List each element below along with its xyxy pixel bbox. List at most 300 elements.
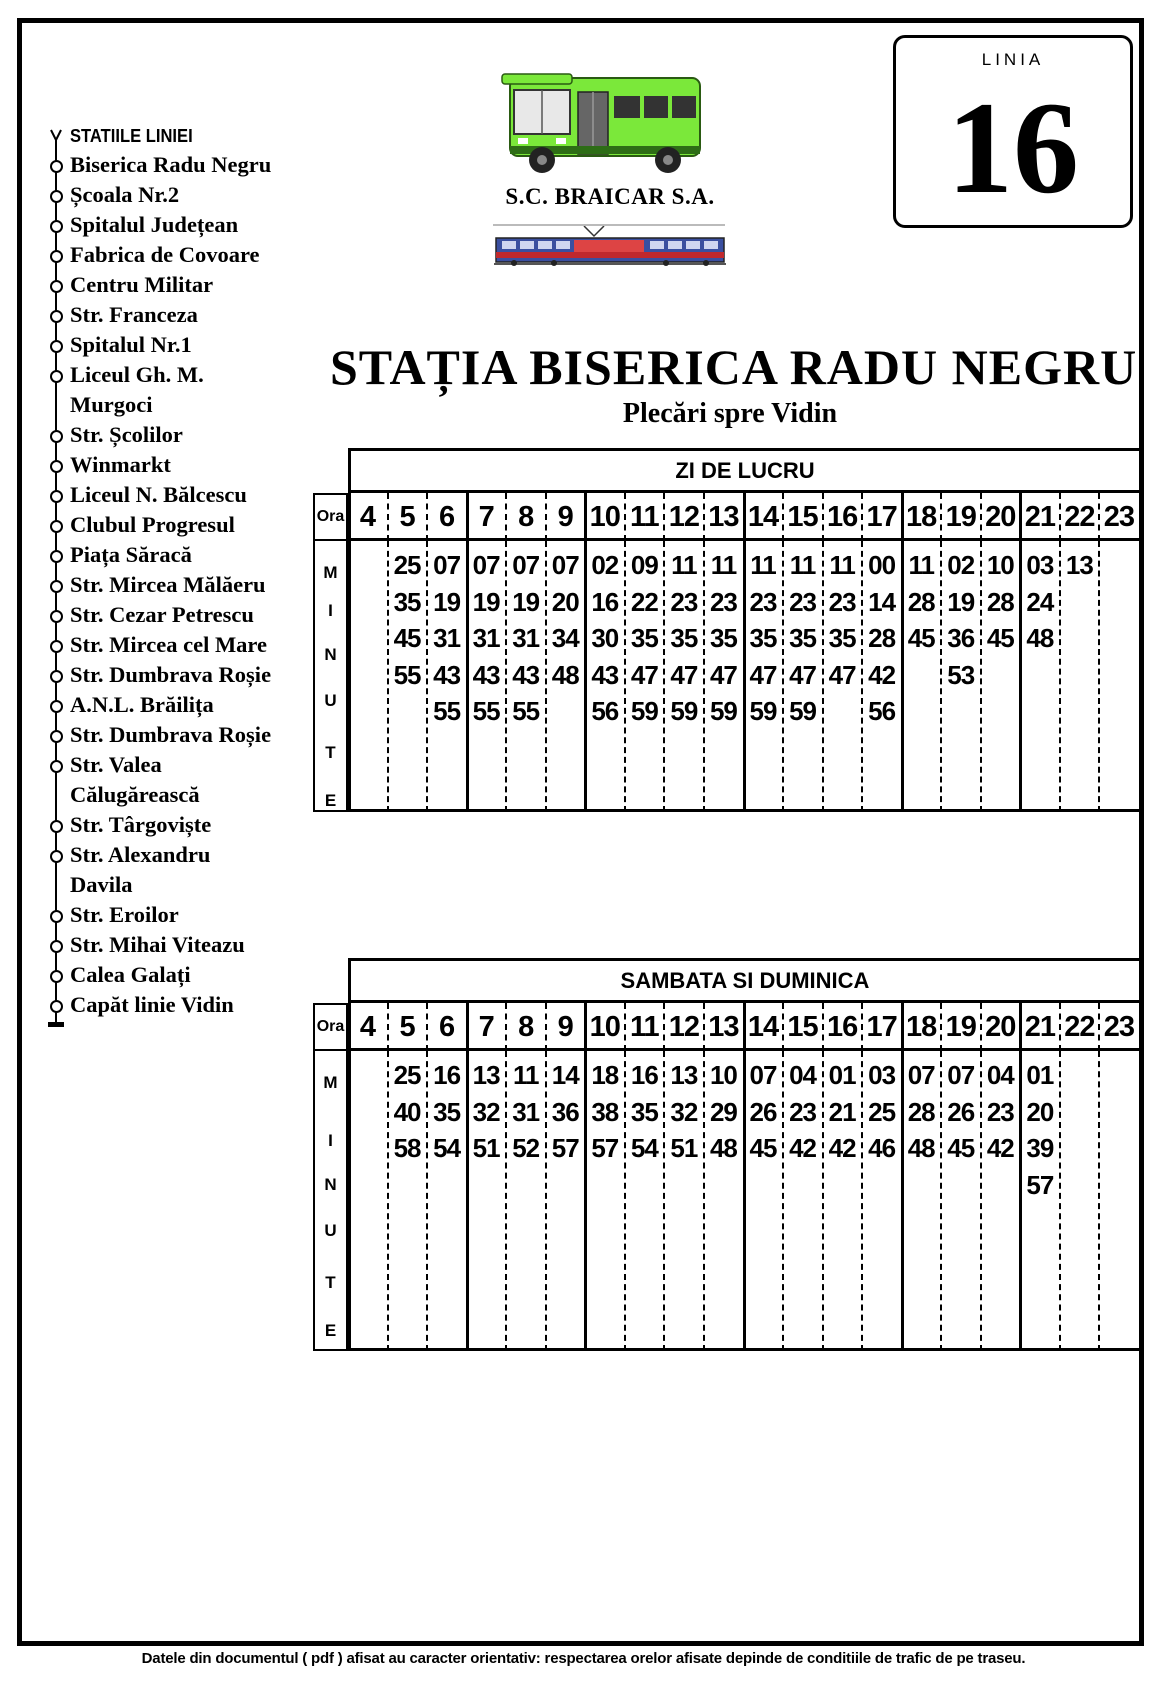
column-divider xyxy=(703,1003,705,1051)
departure-minute: 10 xyxy=(986,550,1014,580)
column-divider xyxy=(743,493,746,541)
station-dot-icon xyxy=(50,250,63,263)
minute-label-letter: U xyxy=(324,691,337,710)
column-divider xyxy=(743,1003,746,1051)
column-divider xyxy=(663,493,665,541)
minute-label-letter: N xyxy=(324,645,337,664)
hour-cell: 15 xyxy=(787,1011,818,1043)
weekend-timetable-title: SAMBATA SI DUMINICA xyxy=(348,958,1142,1003)
hour-cell: 7 xyxy=(478,1011,494,1043)
departure-minute: 07 xyxy=(551,550,579,580)
departure-minute: 45 xyxy=(986,623,1014,653)
minute-label-letter: T xyxy=(325,1273,336,1292)
departure-minute: 19 xyxy=(947,586,975,617)
station-dot-icon xyxy=(50,700,63,713)
departure-minute: 23 xyxy=(789,1096,816,1127)
column-divider xyxy=(387,1003,389,1051)
departure-minute: 24 xyxy=(1026,586,1054,617)
departure-minute: 43 xyxy=(433,659,461,690)
departure-minute: 35 xyxy=(828,623,856,653)
column-divider xyxy=(782,1003,784,1051)
route-end-marker xyxy=(48,1022,64,1027)
column-divider xyxy=(1059,1051,1061,1351)
minute-label-letter: I xyxy=(328,601,333,620)
hour-cell: 15 xyxy=(787,501,818,533)
departure-minute: 07 xyxy=(512,550,540,580)
column-divider xyxy=(782,493,784,541)
departure-minute: 19 xyxy=(512,586,540,617)
route-start-marker xyxy=(48,128,64,142)
departure-minute: 55 xyxy=(472,696,500,726)
station-name: Str. Dumbrava Roșie xyxy=(70,722,272,747)
hour-cell: 9 xyxy=(557,1011,573,1043)
departure-minute: 23 xyxy=(670,586,698,617)
station-name: Biserica Radu Negru xyxy=(70,152,272,177)
departure-minute: 42 xyxy=(789,1133,816,1163)
departure-minute: 02 xyxy=(947,550,975,580)
column-divider xyxy=(822,493,824,541)
departure-minute: 31 xyxy=(433,623,461,653)
column-divider xyxy=(545,1003,547,1051)
departure-minute: 13 xyxy=(1065,550,1093,580)
station-item xyxy=(70,450,316,480)
departure-minute: 03 xyxy=(868,1060,896,1090)
departure-minute: 55 xyxy=(512,696,540,726)
column-divider xyxy=(1098,493,1100,541)
station-name: Liceul Gh. M. Murgoci xyxy=(70,362,204,417)
hour-cell: 12 xyxy=(668,501,700,533)
departure-minute: 20 xyxy=(1026,1096,1054,1127)
weekday-timetable xyxy=(313,448,1142,860)
ora-label: Ora xyxy=(313,493,348,541)
hour-cell: 17 xyxy=(866,1011,897,1043)
station-name: A.N.L. Brăilița xyxy=(70,692,214,717)
station-item xyxy=(70,570,316,600)
minute-label-letter: E xyxy=(324,791,337,810)
column-divider xyxy=(624,1003,626,1051)
hour-cell: 5 xyxy=(399,1011,415,1043)
departure-minute: 11 xyxy=(908,550,934,580)
departure-minute: 47 xyxy=(670,659,698,690)
column-divider xyxy=(901,1003,904,1051)
departure-minute: 11 xyxy=(671,550,697,580)
departure-minute: 07 xyxy=(433,550,461,580)
station-dot-icon xyxy=(50,940,63,953)
station-list xyxy=(48,124,318,1030)
departure-minute: 47 xyxy=(749,659,777,690)
column-divider xyxy=(426,493,428,541)
hour-cell: 22 xyxy=(1064,501,1095,533)
departure-minute: 35 xyxy=(393,586,421,617)
departure-minute: 07 xyxy=(947,1060,975,1090)
departure-minute: 04 xyxy=(789,1060,816,1090)
departure-minute: 59 xyxy=(670,696,698,726)
station-name: Piața Săracă xyxy=(70,542,192,567)
column-divider xyxy=(1059,1003,1061,1051)
departure-minute: 45 xyxy=(947,1133,975,1163)
departure-minute: 11 xyxy=(789,550,816,580)
hour-cell: 16 xyxy=(826,1011,858,1043)
departure-minute: 31 xyxy=(512,1096,540,1127)
departure-minute: 13 xyxy=(670,1060,698,1090)
station-dot-icon xyxy=(50,220,63,233)
station-dot-icon xyxy=(50,190,63,203)
station-dot-icon xyxy=(50,370,63,383)
departure-minute: 25 xyxy=(393,550,421,580)
station-dot-icon xyxy=(50,610,63,623)
departure-minute: 22 xyxy=(630,586,658,617)
page-title: STAȚIA BISERICA RADU NEGRU xyxy=(330,339,1138,395)
departure-minute: 28 xyxy=(907,1096,935,1127)
hour-header-row xyxy=(313,1003,1142,1051)
station-name: Liceul N. Bălcescu xyxy=(70,482,247,507)
minute-label-letter: T xyxy=(325,743,336,762)
hour-cell: 5 xyxy=(399,501,415,533)
departure-minute: 23 xyxy=(789,586,816,617)
minute-label-letter: I xyxy=(328,1131,333,1150)
hour-header-row xyxy=(313,493,1142,541)
station-name: Capăt linie Vidin xyxy=(70,992,234,1017)
departure-minute: 59 xyxy=(789,696,816,726)
minutes-body xyxy=(313,541,1142,812)
station-dot-icon xyxy=(50,550,63,563)
departure-minute: 40 xyxy=(393,1096,421,1127)
hour-cell: 21 xyxy=(1024,1011,1055,1043)
station-dot-icon xyxy=(50,850,63,863)
departure-minute: 31 xyxy=(472,623,500,653)
departure-minute: 35 xyxy=(433,1096,461,1127)
column-divider xyxy=(861,1003,863,1051)
departure-minute: 01 xyxy=(828,1060,856,1090)
departure-minute: 29 xyxy=(709,1096,737,1127)
departure-minute: 26 xyxy=(947,1096,975,1127)
departure-minute: 45 xyxy=(749,1133,777,1163)
hour-cell: 19 xyxy=(945,1011,976,1043)
station-name: Str. Franceza xyxy=(70,302,198,327)
departure-minute: 35 xyxy=(670,623,698,653)
station-dot-icon xyxy=(50,970,63,983)
column-divider xyxy=(1098,1051,1100,1351)
departure-minute: 53 xyxy=(947,659,975,690)
departure-minute: 54 xyxy=(630,1133,658,1163)
station-dot-icon xyxy=(50,460,63,473)
station-dot-icon xyxy=(50,640,63,653)
station-name: Clubul Progresul xyxy=(70,512,235,537)
hour-cell: 17 xyxy=(866,501,897,533)
station-name: Spitalul Județean xyxy=(70,212,239,237)
station-name: Calea Galați xyxy=(70,962,191,987)
departure-minute: 14 xyxy=(868,586,896,617)
hour-cell: 18 xyxy=(906,1011,937,1043)
hour-cell: 6 xyxy=(439,501,455,533)
station-name: Str. Valea Călugărească xyxy=(70,752,200,807)
departure-minute: 23 xyxy=(828,586,856,617)
departure-minute: 59 xyxy=(749,696,777,726)
minutes-body xyxy=(313,1051,1142,1351)
departure-minute: 18 xyxy=(591,1060,619,1090)
station-dot-icon xyxy=(50,730,63,743)
hour-cell: 11 xyxy=(630,501,659,533)
column-divider xyxy=(1098,541,1100,812)
station-name: Str. Dumbrava Roșie xyxy=(70,662,272,687)
station-item xyxy=(70,900,316,930)
minute-label-letter: M xyxy=(323,563,338,582)
hour-cell: 12 xyxy=(668,1011,700,1043)
hour-cell: 10 xyxy=(589,1011,620,1043)
departure-minute: 23 xyxy=(986,1096,1014,1127)
departure-minute: 13 xyxy=(472,1060,500,1090)
weekday-timetable-title: ZI DE LUCRU xyxy=(348,448,1142,493)
hour-cell: 8 xyxy=(518,1011,534,1043)
minute-label-cell xyxy=(313,541,348,812)
station-item xyxy=(70,300,316,330)
station-dot-icon xyxy=(50,760,63,773)
departure-minute: 01 xyxy=(1026,1060,1054,1090)
departure-minute: 11 xyxy=(750,550,776,580)
departure-minute: 36 xyxy=(551,1096,579,1127)
line-number: 16 xyxy=(947,74,1079,221)
departure-minute: 11 xyxy=(710,550,737,580)
departure-minute: 23 xyxy=(709,586,737,617)
station-item xyxy=(70,150,316,180)
column-divider xyxy=(466,1003,469,1051)
line-label: LINIA xyxy=(981,50,1045,69)
hour-cell: 6 xyxy=(439,1011,455,1043)
departure-minute: 35 xyxy=(789,623,816,653)
departure-minute: 59 xyxy=(630,696,658,726)
departure-minute: 00 xyxy=(868,550,896,580)
column-divider xyxy=(505,1003,507,1051)
column-divider xyxy=(584,1003,587,1051)
column-divider xyxy=(505,493,507,541)
departure-minute: 56 xyxy=(868,696,896,726)
departure-minute: 31 xyxy=(512,623,540,653)
station-item xyxy=(70,510,316,540)
minute-label-letter: U xyxy=(324,1221,337,1240)
station-item xyxy=(70,690,316,720)
station-name: Str. Mircea cel Mare xyxy=(70,632,267,657)
station-item xyxy=(70,720,316,750)
departure-minute: 59 xyxy=(709,696,737,726)
hour-cell: 22 xyxy=(1064,1011,1095,1043)
hour-cell: 4 xyxy=(359,1011,376,1043)
column-divider xyxy=(822,1003,824,1051)
station-dot-icon xyxy=(50,910,63,923)
departure-minute: 21 xyxy=(828,1096,856,1127)
column-divider xyxy=(1019,1003,1022,1051)
departure-minute: 03 xyxy=(1026,550,1054,580)
station-item xyxy=(70,330,316,360)
station-dot-icon xyxy=(50,160,63,173)
minute-label-letter: E xyxy=(324,1321,337,1340)
station-name: Școala Nr.2 xyxy=(70,182,180,207)
departure-minute: 25 xyxy=(868,1096,896,1127)
departure-minute: 09 xyxy=(630,550,658,580)
departure-minute: 25 xyxy=(393,1060,421,1090)
departure-minute: 07 xyxy=(472,550,500,580)
station-dot-icon xyxy=(50,310,63,323)
station-dot-icon xyxy=(50,340,63,353)
weekend-timetable xyxy=(313,958,1142,1370)
station-item xyxy=(70,960,316,990)
station-dot-icon xyxy=(50,490,63,503)
station-item xyxy=(70,210,316,240)
minute-label-letter: M xyxy=(323,1073,338,1092)
column-divider xyxy=(901,493,904,541)
station-name: Spitalul Nr.1 xyxy=(70,332,192,357)
hour-cell: 23 xyxy=(1103,501,1135,533)
departure-minute: 43 xyxy=(472,659,500,690)
station-name: Centru Militar xyxy=(70,272,214,297)
station-name: Str. Mircea Mălăeru xyxy=(70,572,266,597)
departure-minute: 51 xyxy=(670,1133,698,1163)
hour-cell: 23 xyxy=(1103,1011,1135,1043)
column-divider xyxy=(940,1003,942,1051)
hour-cell: 14 xyxy=(747,501,779,533)
column-divider xyxy=(1098,1003,1100,1051)
station-item xyxy=(70,420,316,450)
column-divider xyxy=(940,493,942,541)
departure-minute: 48 xyxy=(551,659,579,690)
departure-minute: 35 xyxy=(630,1096,658,1127)
station-name: Str. Cezar Petrescu xyxy=(70,602,254,627)
departure-minute: 19 xyxy=(472,586,500,617)
departure-minute: 35 xyxy=(709,623,737,653)
station-item xyxy=(70,990,316,1020)
column-divider xyxy=(1059,493,1061,541)
station-item xyxy=(70,630,316,660)
departure-minute: 43 xyxy=(591,659,619,690)
hour-cell: 11 xyxy=(630,1011,659,1043)
departure-minute: 42 xyxy=(828,1133,856,1163)
station-dot-icon xyxy=(50,520,63,533)
departure-minute: 28 xyxy=(986,586,1014,617)
station-items xyxy=(70,150,316,1020)
hour-cell: 8 xyxy=(518,501,534,533)
station-name: Str. Mihai Viteazu xyxy=(70,932,245,957)
departure-minute: 39 xyxy=(1026,1133,1054,1163)
hour-cell: 9 xyxy=(557,501,573,533)
departure-minute: 51 xyxy=(472,1133,500,1163)
station-item xyxy=(70,930,316,960)
departure-minute: 16 xyxy=(591,586,619,617)
hour-cell: 14 xyxy=(747,1011,779,1043)
departure-minute: 26 xyxy=(749,1096,777,1127)
departure-minute: 16 xyxy=(630,1060,658,1090)
departure-minute: 46 xyxy=(868,1133,896,1163)
station-item xyxy=(70,180,316,210)
column-divider xyxy=(426,1003,428,1051)
hour-cell: 4 xyxy=(359,501,376,533)
station-item xyxy=(70,360,235,420)
station-item xyxy=(70,810,316,840)
departure-minute: 14 xyxy=(551,1060,579,1090)
departure-minute: 56 xyxy=(591,696,619,726)
departure-minute: 45 xyxy=(393,623,421,653)
station-name: Str. Școlilor xyxy=(70,422,183,447)
column-divider xyxy=(466,493,469,541)
hour-cell: 20 xyxy=(985,501,1016,533)
station-item xyxy=(70,540,316,570)
column-divider xyxy=(980,1003,982,1051)
station-item xyxy=(70,660,316,690)
hour-cell: 13 xyxy=(708,501,739,533)
departure-minute: 23 xyxy=(749,586,777,617)
station-list-header: STATIILE LINIEI xyxy=(70,126,193,146)
departure-minute: 36 xyxy=(947,623,975,653)
footer-disclaimer: Datele din documentul ( pdf ) afisat au caracter orientativ: respectarea orelor afisate depinde de conditiile de trafic de pe traseu. xyxy=(141,1650,1026,1667)
station-dot-icon xyxy=(50,1000,63,1013)
column-divider xyxy=(584,493,587,541)
departure-minute: 38 xyxy=(591,1096,619,1127)
station-name: Winmarkt xyxy=(70,452,171,477)
column-divider xyxy=(980,493,982,541)
hour-cell: 13 xyxy=(708,1011,739,1043)
station-item xyxy=(70,840,235,900)
ora-label: Ora xyxy=(313,1003,348,1051)
departure-minute: 45 xyxy=(907,623,935,653)
departure-minute: 48 xyxy=(907,1133,935,1163)
departure-minute: 32 xyxy=(670,1096,698,1127)
minute-label-cell xyxy=(313,1051,348,1351)
departure-minute: 04 xyxy=(986,1060,1014,1090)
departure-minute: 52 xyxy=(512,1133,540,1163)
departure-minute: 16 xyxy=(433,1060,461,1090)
departure-minute: 35 xyxy=(630,623,658,653)
station-name: Str. Târgoviște xyxy=(70,812,212,837)
departure-minute: 07 xyxy=(749,1060,777,1090)
departure-minute: 55 xyxy=(393,659,421,690)
hour-cell: 10 xyxy=(589,501,620,533)
station-item xyxy=(70,600,316,630)
station-name: Fabrica de Covoare xyxy=(70,242,260,267)
hour-cell: 18 xyxy=(906,501,937,533)
hour-cell: 19 xyxy=(945,501,976,533)
hour-cell: 20 xyxy=(985,1011,1016,1043)
departure-minute: 42 xyxy=(986,1133,1014,1163)
departure-minute: 57 xyxy=(551,1133,579,1163)
departure-minute: 55 xyxy=(433,696,461,726)
departure-minute: 35 xyxy=(749,623,777,653)
minute-label-letter: N xyxy=(324,1175,337,1194)
hour-cell: 16 xyxy=(826,501,858,533)
hour-cell: 7 xyxy=(478,501,494,533)
departure-minute: 02 xyxy=(591,550,619,580)
departure-minute: 30 xyxy=(591,623,619,653)
departure-minute: 48 xyxy=(1026,623,1054,653)
station-dot-icon xyxy=(50,670,63,683)
column-divider xyxy=(387,493,389,541)
station-item xyxy=(70,750,235,810)
tram-icon xyxy=(494,226,726,270)
departure-minute: 47 xyxy=(828,659,856,690)
departure-minute: 11 xyxy=(512,1060,539,1090)
departure-minute: 28 xyxy=(907,586,935,617)
column-divider xyxy=(663,1003,665,1051)
departure-minute: 54 xyxy=(433,1133,461,1163)
departure-minute: 28 xyxy=(868,623,896,653)
departure-minute: 47 xyxy=(789,659,816,690)
departure-minute: 32 xyxy=(472,1096,500,1127)
page-subtitle: Plecări spre Vidin xyxy=(622,398,838,429)
company-name: S.C. BRAICAR S.A. xyxy=(505,184,715,209)
hour-cell: 21 xyxy=(1024,501,1055,533)
departure-minute: 20 xyxy=(551,586,579,617)
departure-minute: 10 xyxy=(709,1060,737,1090)
line-number-box xyxy=(893,35,1133,228)
column-divider xyxy=(624,493,626,541)
departure-minute: 34 xyxy=(551,623,579,653)
